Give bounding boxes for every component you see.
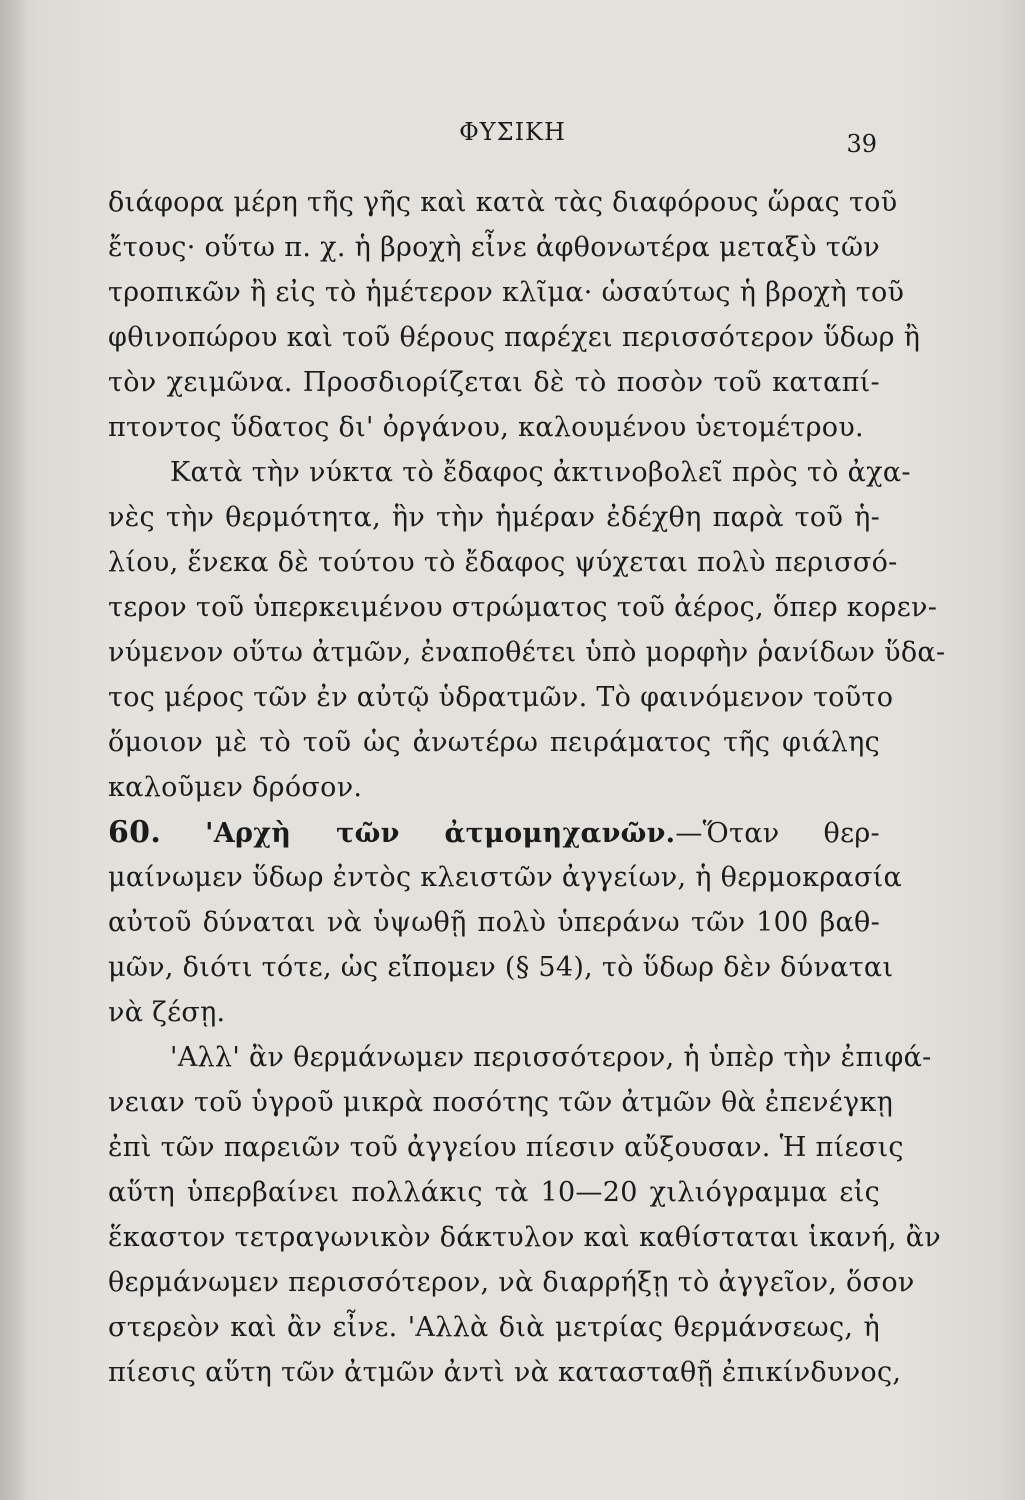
text-line: διάφορα μέρη τῆς γῆς καὶ κατὰ τὰς διαφόρους ὥρας τοῦ: [108, 187, 898, 218]
paragraph-block-1: [108, 180, 946, 810]
text-line: πίεσις αὕτη τῶν ἀτμῶν ἀντὶ νὰ κατασταθῇ ἐπικίνδυνος,: [108, 1357, 902, 1388]
text-line: καλοῦμεν δρόσον.: [108, 772, 363, 803]
text-line: τος μέρος τῶν ἐν αὐτῷ ὑδρατμῶν. Τὸ φαινόμενον τοῦτο: [108, 682, 894, 713]
text-line: λίου, ἕνεκα δὲ τούτου τὸ ἔδαφος ψύχεται πολὺ περισσό-: [108, 547, 898, 578]
page-number: 39: [846, 130, 877, 158]
text-line: νύμενον οὕτω ἀτμῶν, ἐναποθέτει ὑπὸ μορφὴν ῥανίδων ὕδα-: [108, 637, 946, 668]
text-line: Κατὰ τὴν νύκτα τὸ ἔδαφος ἀκτινοβολεῖ πρὸς τὸ ἀχα-: [170, 457, 911, 488]
text-line: νειαν τοῦ ὑγροῦ μικρὰ ποσότης τῶν ἀτμῶν θὰ ἐπενέγκῃ: [108, 1087, 894, 1118]
text-line: νὰ ζέσῃ.: [108, 997, 226, 1028]
text-line: ὅμοιον μὲ τὸ τοῦ ὡς ἀνωτέρω πειράματος τῆς φιάλης: [108, 727, 880, 758]
text-line: πτοντος ὕδατος δι' ὀργάνου, καλουμένου ὑετομέτρου.: [108, 412, 864, 443]
text-line: νὲς τὴν θερμότητα, ἣν τὴν ἡμέραν ἐδέχθη παρὰ τοῦ ἡ-: [108, 502, 880, 533]
text-line: μαίνωμεν ὕδωρ ἐντὸς κλειστῶν ἀγγείων, ἡ θερμοκρασία: [108, 862, 903, 893]
section-heading-line: [108, 810, 880, 855]
binding-shadow: [0, 0, 28, 1500]
text-line: στερεὸν καὶ ἂν εἶνε. 'Αλλὰ διὰ μετρίας θερμάνσεως, ἡ: [108, 1312, 880, 1343]
section-number: 60.: [108, 815, 162, 850]
text-line: αὕτη ὑπερβαίνει πολλάκις τὰ 10—20 χιλιόγραμμα εἰς: [108, 1177, 880, 1208]
text-line: θερμάνωμεν περισσότερον, νὰ διαρρήξῃ τὸ ἀγγεῖον, ὅσον: [108, 1267, 915, 1298]
text-line: τὸν χειμῶνα. Προσδιορίζεται δὲ τὸ ποσὸν τοῦ καταπί-: [108, 367, 880, 398]
text-line: μῶν, διότι τότε, ὡς εἴπομεν (§ 54), τὸ ὕδωρ δὲν δύναται: [108, 952, 894, 983]
paragraph-block-2: [108, 855, 942, 1395]
text-line: ἐπὶ τῶν παρειῶν τοῦ ἀγγείου πίεσιν αὔξουσαν. Ἡ πίεσις: [108, 1132, 904, 1163]
text-line: τροπικῶν ἢ εἰς τὸ ἡμέτερον κλῖμα· ὡσαύτως ἡ βροχὴ τοῦ: [108, 277, 905, 308]
text-line: 'Αλλ' ἂν θερμάνωμεν περισσότερον, ἡ ὑπὲρ τὴν ἐπιφά-: [170, 1042, 932, 1073]
text-line: φθινοπώρου καὶ τοῦ θέρους παρέχει περισσότερον ὕδωρ ἢ: [108, 322, 921, 353]
text-line: ἔτους· οὕτω π. χ. ἡ βροχὴ εἶνε ἀφθονωτέρα μεταξὺ τῶν: [108, 232, 880, 263]
text-line: τερον τοῦ ὑπερκειμένου στρώματος τοῦ ἀέρος, ὅπερ κορεν-: [108, 592, 938, 623]
body-text: [108, 180, 946, 1395]
text-line: ἕκαστον τετραγωνικὸν δάκτυλον καὶ καθίσταται ἱκανή, ἂν: [108, 1222, 942, 1253]
text-line: αὐτοῦ δύναται νὰ ὑψωθῇ πολὺ ὑπεράνω τῶν 100 βαθ-: [108, 907, 880, 938]
section-first-line: —Ὅταν θερ-: [675, 818, 880, 849]
section-title: 'Αρχὴ τῶν ἀτμομηχανῶν.: [205, 818, 676, 849]
running-header-title: ΦΥΣΙΚΗ: [459, 118, 566, 146]
